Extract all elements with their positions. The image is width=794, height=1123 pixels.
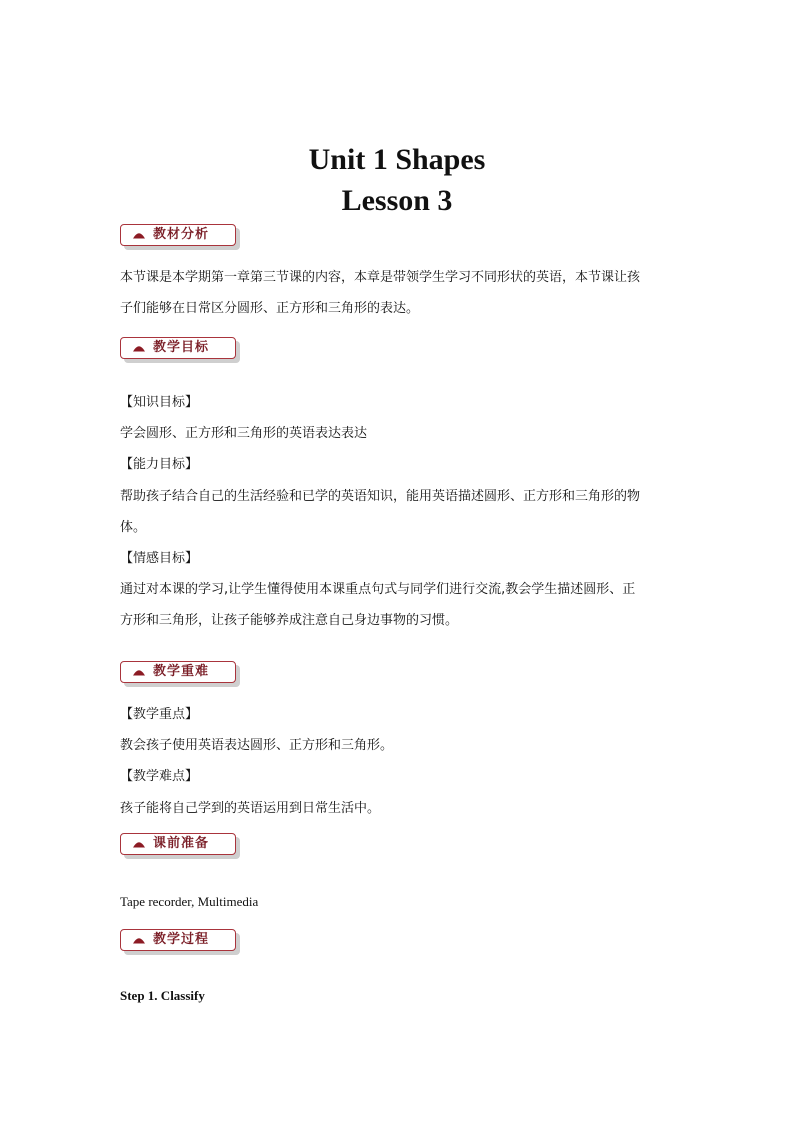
analysis-line-2: 子们能够在日常区分圆形、正方形和三角形的表达。: [120, 301, 420, 316]
section-header-label: 教学目标: [153, 340, 210, 355]
section-header-label: 教学重难: [153, 664, 210, 679]
section-header-process: [120, 929, 242, 957]
section-header-label: 教材分析: [153, 227, 210, 242]
knowledge-text: 学会圆形、正方形和三角形的英语表达表达: [120, 426, 368, 441]
section-header-preparation: [120, 833, 242, 861]
emotion-heading: 【情感目标】: [120, 551, 199, 566]
analysis-line-1: 本节课是本学期第一章第三节课的内容，本章是带领学生学习不同形状的英语，本节课让孩: [120, 270, 641, 285]
knowledge-heading: 【知识目标】: [120, 395, 199, 410]
triangle-icon: [132, 231, 146, 239]
ability-heading: 【能力目标】: [120, 457, 199, 472]
focus-heading: 【教学重点】: [120, 707, 199, 722]
section-header-key-points: [120, 661, 242, 689]
section-header-objectives: [120, 337, 242, 365]
emotion-line-1: 通过对本课的学习,让学生懂得使用本课重点句式与同学们进行交流,教会学生描述圆形、正: [120, 582, 636, 597]
lesson-number: Lesson 3: [341, 184, 453, 217]
section-header-label: 课前准备: [153, 836, 210, 851]
focus-text: 教会孩子使用英语表达圆形、正方形和三角形。: [120, 738, 394, 753]
triangle-icon: [132, 668, 146, 676]
ability-line-2: 体。: [120, 520, 147, 535]
document-title: Unit 1 Shapes: [308, 143, 486, 176]
step-1-heading: Step 1. Classify: [120, 988, 205, 1003]
preparation-text: Tape recorder, Multimedia: [120, 894, 259, 909]
triangle-icon: [132, 840, 146, 848]
triangle-icon: [132, 344, 146, 352]
ability-line-1: 帮助孩子结合自己的生活经验和已学的英语知识，能用英语描述圆形、正方形和三角形的物: [120, 489, 641, 504]
section-header-analysis: [120, 224, 242, 252]
triangle-icon: [132, 936, 146, 944]
difficulty-text: 孩子能将自己学到的英语运用到日常生活中。: [120, 801, 381, 816]
difficulty-heading: 【教学难点】: [120, 769, 199, 784]
section-header-label: 教学过程: [153, 932, 210, 947]
emotion-line-2: 方形和三角形，让孩子能够养成注意自己身边事物的习惯。: [120, 613, 459, 628]
